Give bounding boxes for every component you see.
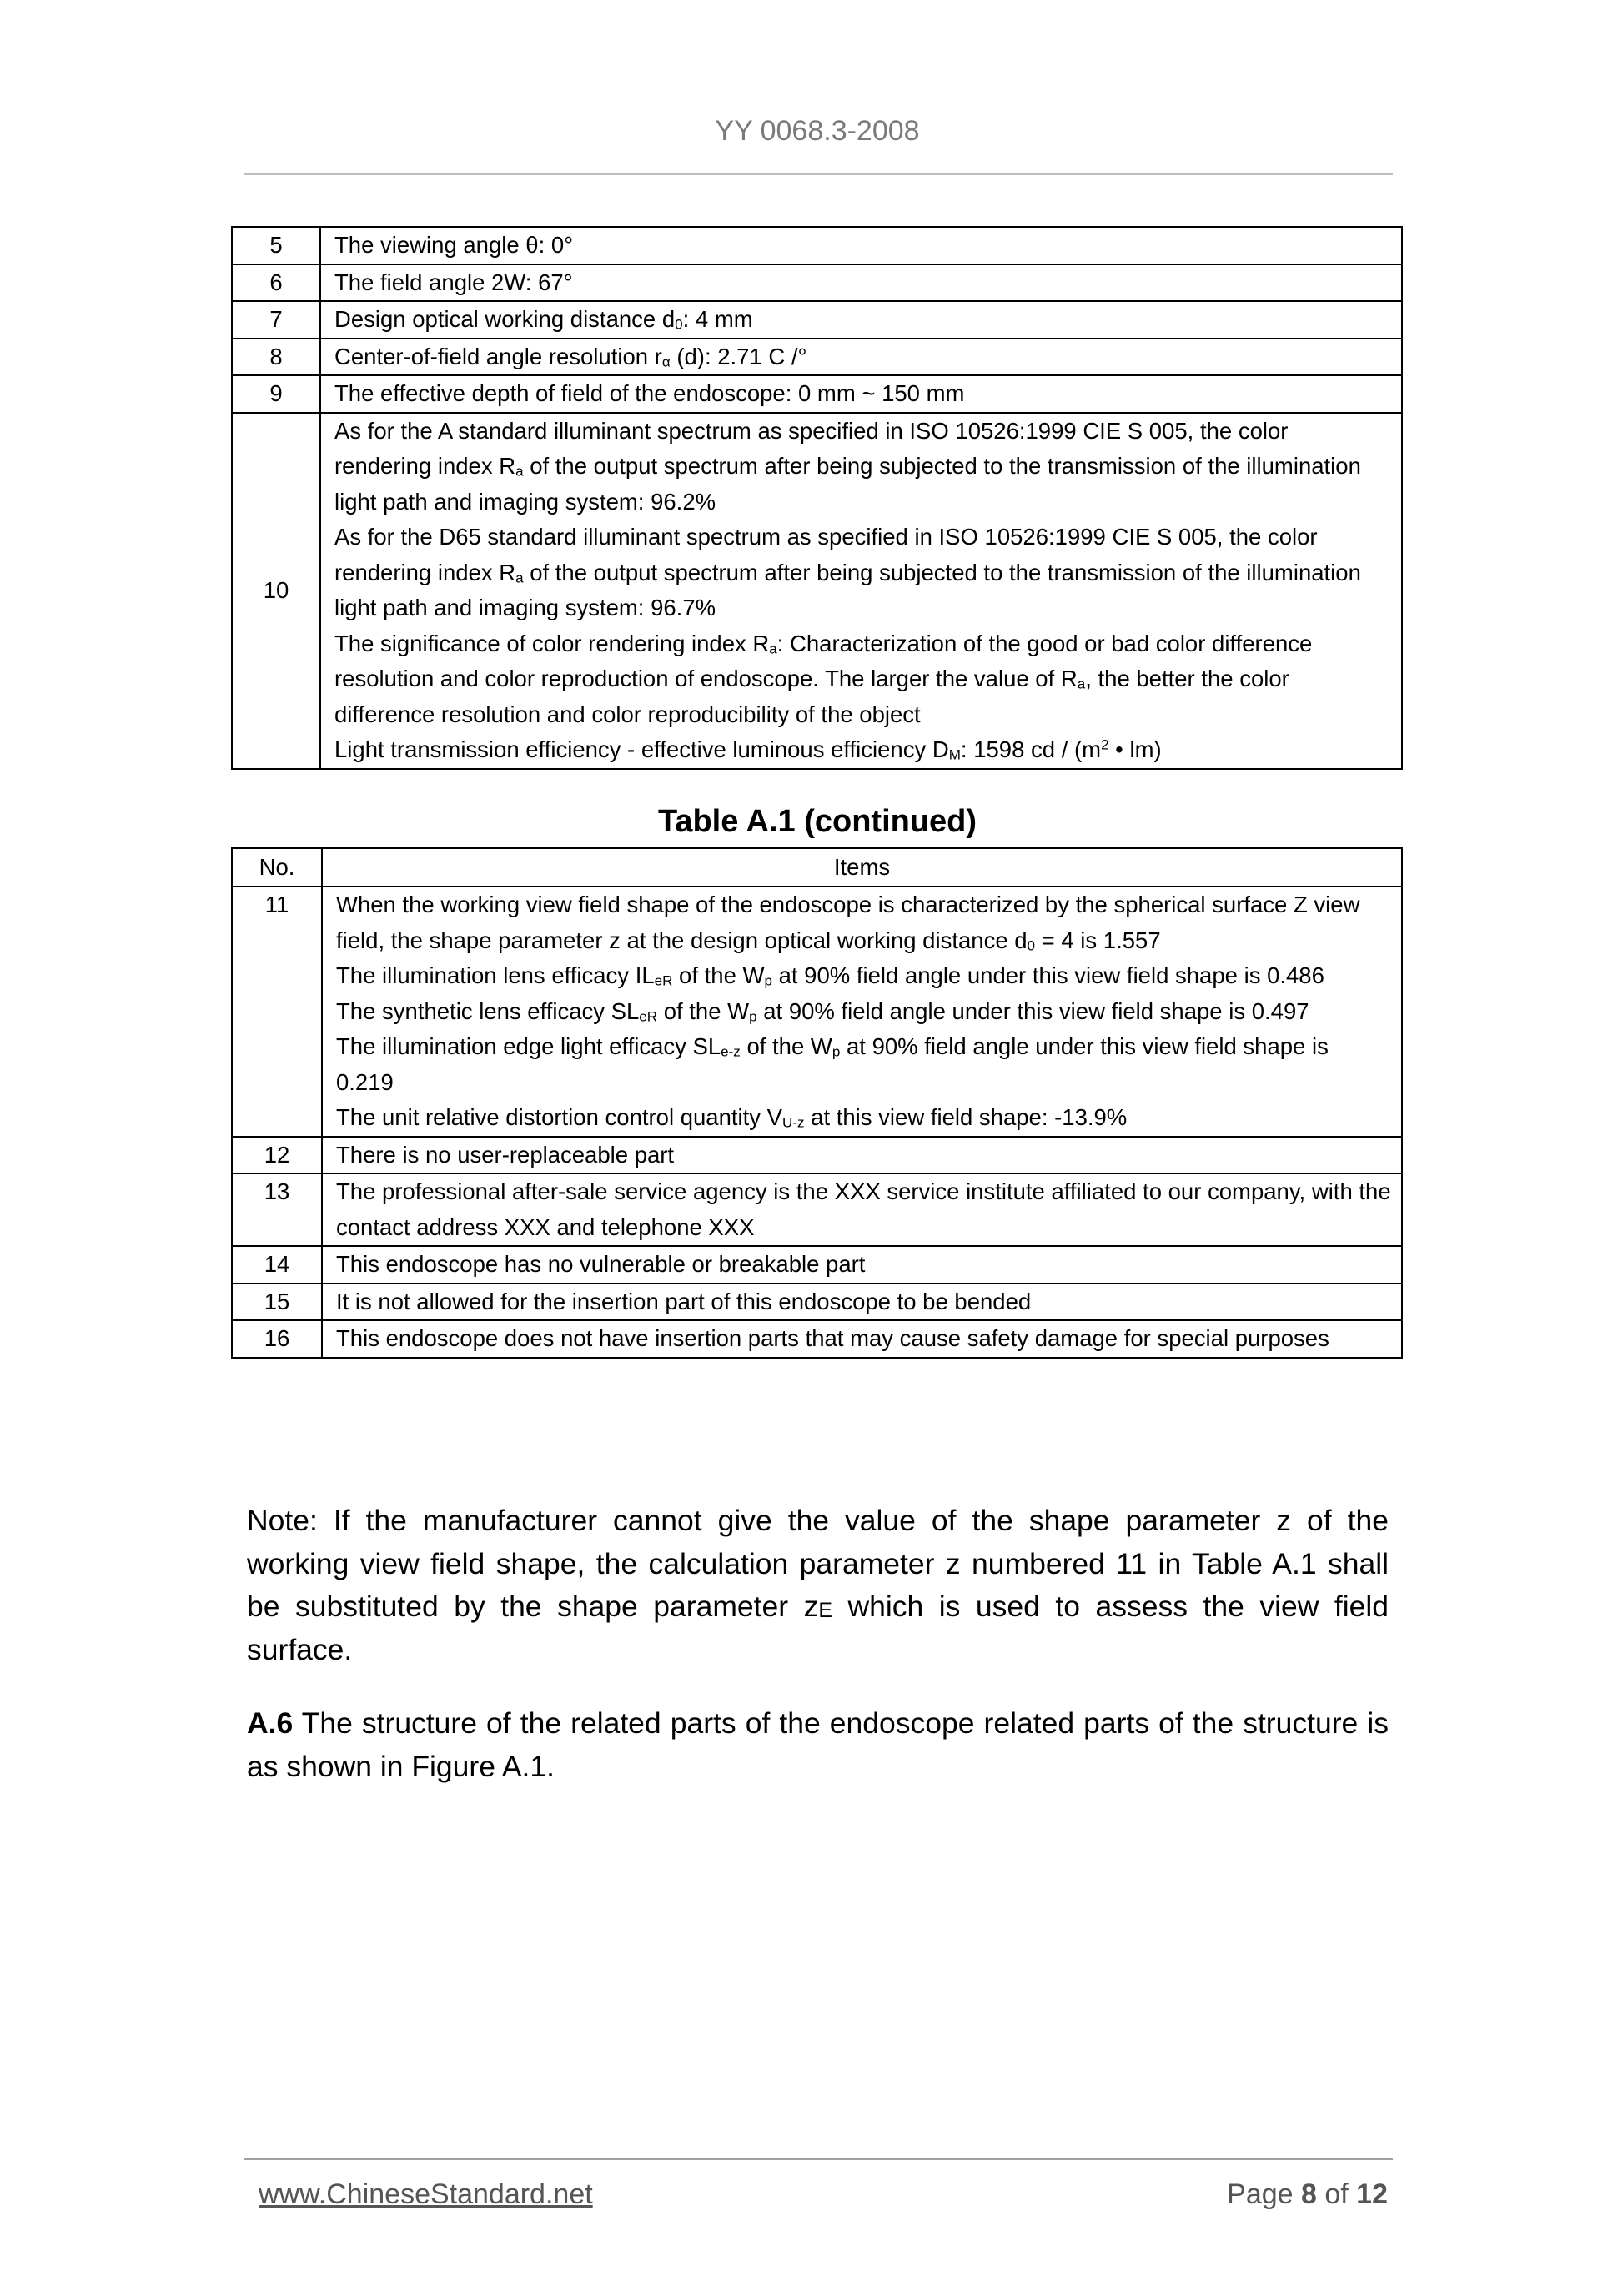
row-item-text (320, 301, 1402, 339)
subscript: a (515, 463, 524, 480)
item-paragraph (334, 302, 1391, 338)
subscript: 0 (1027, 937, 1036, 954)
text-segment: It is not allowed for the insertion part of this endoscope to be bended (336, 1288, 1032, 1314)
column-header-no: No. (232, 848, 322, 887)
text-segment: The effective depth of field of the endoscope: 0 mm ~ 150 mm (334, 380, 965, 406)
row-number: 5 (232, 227, 320, 264)
subscript: eR (654, 972, 673, 989)
item-paragraph (334, 376, 1391, 412)
text-segment: at 90% field angle under this view field shape is 0.486 (771, 962, 1324, 988)
table-row (232, 1137, 1402, 1174)
section-a6-paragraph (247, 1702, 1389, 1788)
document-header: YY 0068.3-2008 (715, 115, 920, 147)
note-subscript: E (818, 1600, 832, 1623)
text-segment: of the output spectrum after being subjected to the transmission of the illumination light path and imaging system: 96.2% (334, 453, 1361, 515)
table-row (232, 1246, 1402, 1284)
text-segment: When the working view field shape of the endoscope is characterized by the spherical surface Z view field, the shape parameter z at the design optical working distance d (336, 892, 1360, 953)
subscript: a (515, 570, 524, 586)
item-paragraph (336, 1174, 1391, 1245)
text-segment: at this view field shape: -13.9% (804, 1104, 1128, 1130)
text-segment: The illumination lens efficacy IL (336, 962, 655, 988)
row-number: 13 (232, 1173, 322, 1246)
subscript: a (1077, 676, 1086, 692)
subscript: M (948, 746, 961, 763)
text-segment: Center-of-field angle resolution r (334, 343, 662, 369)
subscript: eR (639, 1008, 658, 1025)
item-paragraph (334, 520, 1391, 626)
subscript: e-z (721, 1043, 741, 1060)
website-link[interactable]: www.ChineseStandard.net (259, 2178, 593, 2210)
item-paragraph (336, 958, 1391, 994)
table-row (232, 1173, 1402, 1246)
spec-table-part1 (231, 226, 1403, 770)
row-item-text (322, 1173, 1402, 1246)
item-paragraph (336, 1247, 1391, 1283)
item-paragraph (336, 1029, 1391, 1100)
note-paragraph (247, 1500, 1389, 1671)
text-segment: The professional after-sale service agency is the XXX service institute affiliated to our company, with the contact address XXX and telephone XXX (336, 1178, 1391, 1240)
text-segment: This endoscope does not have insertion parts that may cause safety damage for special purposes (336, 1325, 1329, 1351)
row-number: 11 (232, 887, 322, 1137)
item-paragraph (334, 265, 1391, 301)
subscript: p (764, 972, 772, 989)
table-row (232, 1320, 1402, 1358)
row-item-text (320, 413, 1402, 769)
section-text: The structure of the related parts of the endoscope related parts of the structure is as shown in Figure A.1. (247, 1706, 1389, 1783)
row-number: 15 (232, 1284, 322, 1321)
row-item-text (320, 227, 1402, 264)
item-paragraph (334, 732, 1391, 768)
subscript: 0 (675, 316, 683, 333)
table-caption: Table A.1 (continued) (657, 804, 977, 839)
note-text: Note: If the manufacturer cannot give the value of the shape parameter z of the working view field shape, the calculation parameter z numbered 11 in Table A.1 shall be substituted by the shape parameter z (247, 1504, 1389, 1623)
text-segment: There is no user-replaceable part (336, 1141, 675, 1168)
text-segment: Design optical working distance d (334, 306, 676, 332)
text-segment: As for the D65 standard illuminant spectrum as specified in ISO 10526:1999 CIE S 005, the color rendering index R (334, 524, 1318, 585)
table-row (232, 339, 1402, 376)
row-item-text (322, 1320, 1402, 1358)
table-row (232, 264, 1402, 302)
text-segment: The field angle 2W: 67° (334, 269, 573, 295)
subscript: p (749, 1008, 757, 1025)
item-paragraph (334, 228, 1391, 264)
item-paragraph (336, 1138, 1391, 1173)
total-pages: 12 (1356, 2178, 1388, 2210)
footer-divider (244, 2158, 1393, 2160)
column-header-items: Items (322, 848, 1402, 887)
row-item-text (322, 1246, 1402, 1284)
row-item-text (322, 1284, 1402, 1321)
page-of: of (1316, 2178, 1357, 2210)
table-row (232, 227, 1402, 264)
row-number: 14 (232, 1246, 322, 1284)
subscript: U-z (782, 1114, 805, 1131)
header-divider (244, 173, 1393, 175)
text-segment: of the W (657, 997, 750, 1024)
text-segment: : 4 mm (682, 306, 753, 332)
table-row (232, 413, 1402, 769)
item-paragraph (334, 626, 1391, 733)
spec-table-continued (231, 847, 1403, 1359)
text-segment: at 90% field angle under this view field shape is 0.219 (336, 1033, 1329, 1095)
text-segment: of the output spectrum after being subjected to the transmission of the illumination light path and imaging system: 96.7% (334, 559, 1361, 620)
row-number: 10 (232, 413, 320, 769)
item-paragraph (336, 1321, 1391, 1357)
table-header-row (232, 848, 1402, 887)
text-segment: of the W (740, 1033, 832, 1059)
text-segment: • lm) (1108, 736, 1162, 762)
page-number (1227, 2178, 1388, 2211)
text-segment: This endoscope has no vulnerable or breakable part (336, 1251, 866, 1277)
text-segment: The significance of color rendering index R (334, 630, 770, 656)
row-item-text (322, 1137, 1402, 1174)
text-segment: at 90% field angle under this view field shape is 0.497 (756, 997, 1309, 1024)
item-paragraph (336, 887, 1391, 958)
note-text-end: which is used to assess the view field surface. (247, 1590, 1389, 1666)
row-item-text (320, 264, 1402, 302)
row-number: 7 (232, 301, 320, 339)
subscript: α (661, 354, 671, 370)
item-paragraph (334, 339, 1391, 375)
page-label: Page (1227, 2178, 1301, 2210)
row-number: 9 (232, 375, 320, 413)
current-page: 8 (1301, 2178, 1317, 2210)
text-segment: = 4 is 1.557 (1035, 927, 1161, 953)
text-segment: The viewing angle θ: 0° (334, 232, 574, 258)
table-row (232, 301, 1402, 339)
text-segment: The synthetic lens efficacy SL (336, 997, 640, 1024)
text-segment: The illumination edge light efficacy SL (336, 1033, 721, 1059)
row-number: 16 (232, 1320, 322, 1358)
text-segment: , the better the color difference resolution and color reproducibility of the object (334, 666, 1289, 727)
item-paragraph (336, 1100, 1391, 1136)
text-segment: : Characterization of the good or bad color difference resolution and color reproduction of endoscope. The larger the value of R (334, 630, 1313, 691)
subscript: a (769, 641, 777, 657)
section-number: A.6 (247, 1706, 294, 1740)
text-segment: As for the A standard illuminant spectrum as specified in ISO 10526:1999 CIE S 005, the color rendering index R (334, 417, 1289, 479)
text-segment: Light transmission efficiency - effective luminous efficiency D (334, 736, 949, 762)
row-number: 6 (232, 264, 320, 302)
text-segment: The unit relative distortion control quantity V (336, 1104, 783, 1130)
table-row (232, 1284, 1402, 1321)
text-segment: (d): 2.71 C /° (670, 343, 807, 369)
item-paragraph (336, 994, 1391, 1030)
row-number: 8 (232, 339, 320, 376)
text-segment: : 1598 cd / (m (960, 736, 1102, 762)
table-row (232, 375, 1402, 413)
row-item-text (320, 339, 1402, 376)
row-item-text (320, 375, 1402, 413)
row-item-text (322, 887, 1402, 1137)
row-number: 12 (232, 1137, 322, 1174)
subscript: p (832, 1043, 841, 1060)
table-row (232, 887, 1402, 1137)
superscript: 2 (1101, 736, 1109, 753)
text-segment: of the W (672, 962, 765, 988)
item-paragraph (336, 1284, 1391, 1320)
item-paragraph (334, 414, 1391, 520)
